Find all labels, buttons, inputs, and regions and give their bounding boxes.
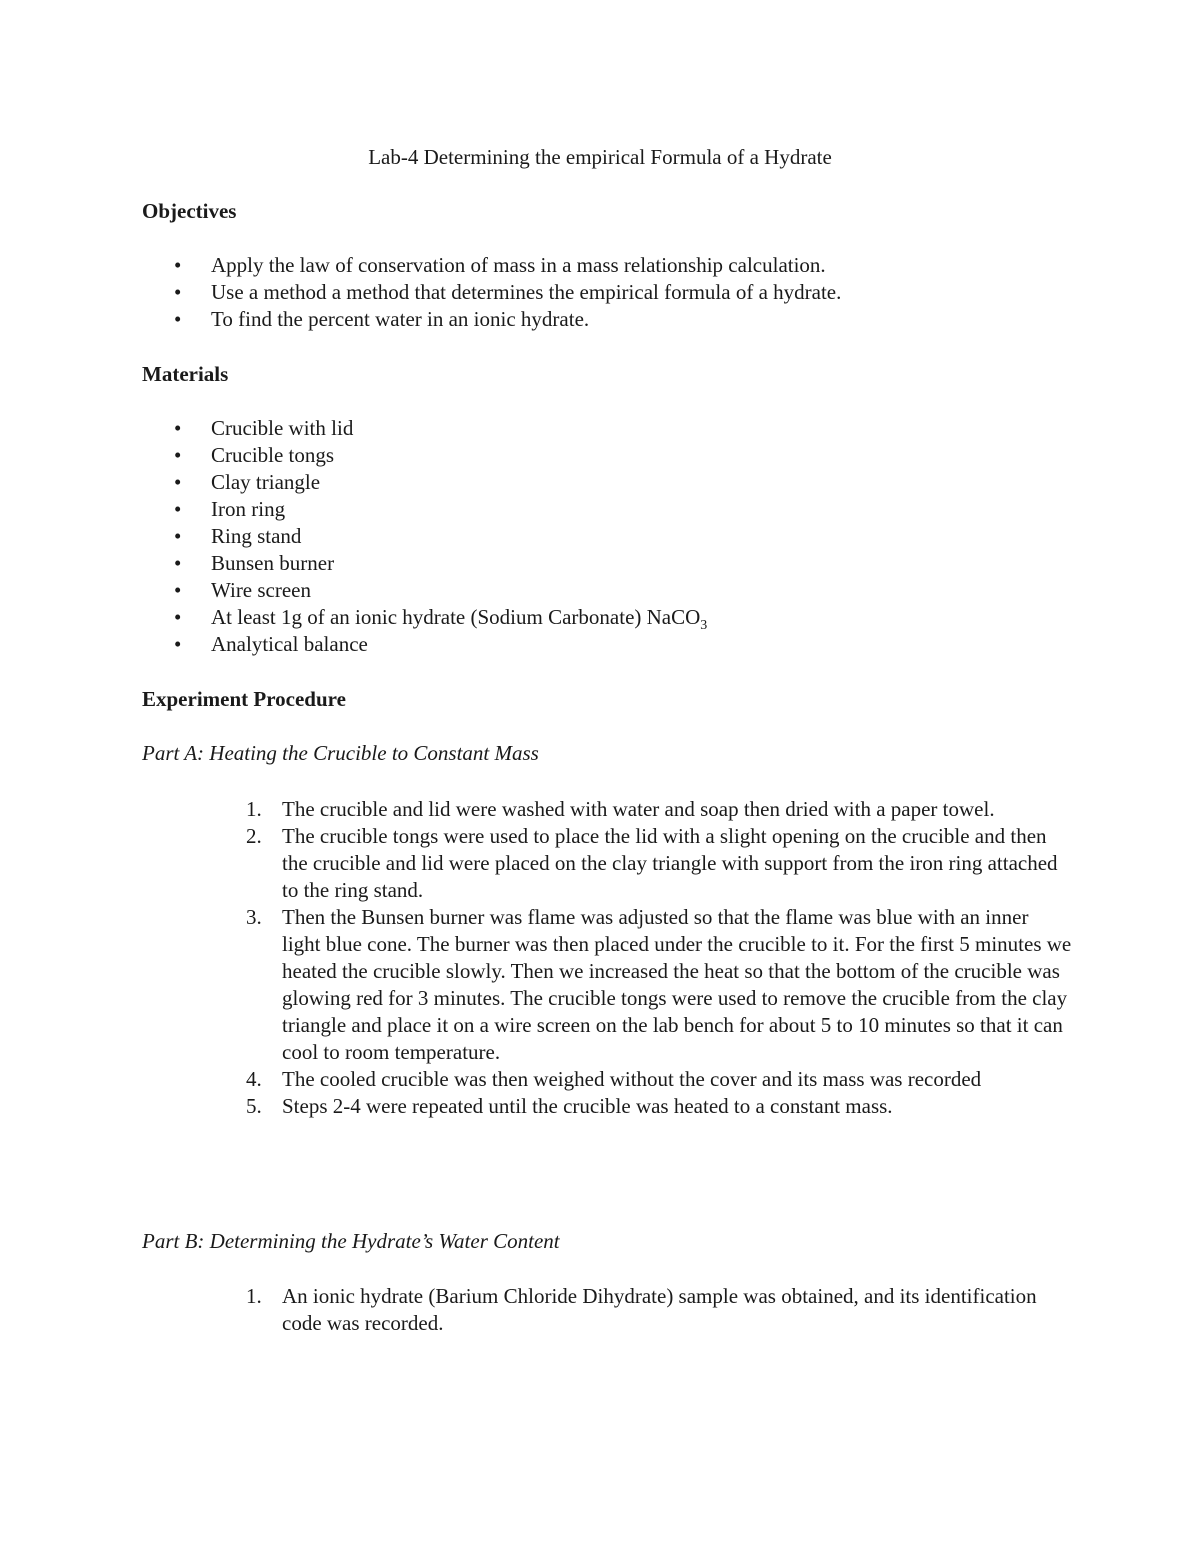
step-number: 5. bbox=[246, 1094, 262, 1118]
step-number: 3. bbox=[246, 905, 262, 929]
list-item bbox=[0, 823, 1072, 904]
step-text: The crucible and lid were washed with water and soap then dried with a paper towel. bbox=[282, 797, 995, 821]
bullet-icon: • bbox=[174, 497, 182, 521]
list-item: • Bunsen burner bbox=[174, 551, 335, 575]
list-item bbox=[0, 1093, 1072, 1120]
bullet-icon: • bbox=[174, 524, 182, 548]
step-text: An ionic hydrate (Barium Chloride Dihydrate) sample was obtained, and its identification code was recorded. bbox=[282, 1284, 1037, 1335]
bullet-icon: • bbox=[174, 632, 182, 656]
bullet-icon: • bbox=[174, 307, 182, 331]
bullet-icon: • bbox=[174, 443, 182, 467]
list-item: • Apply the law of conservation of mass in a mass relationship calculation. bbox=[174, 253, 826, 277]
bullet-icon: • bbox=[174, 578, 182, 602]
part-a-steps bbox=[0, 796, 1072, 1120]
bullet-icon: • bbox=[174, 605, 182, 629]
step-number: 4. bbox=[246, 1067, 262, 1091]
list-item: • Analytical balance bbox=[174, 632, 368, 656]
procedure-heading: Experiment Procedure bbox=[142, 687, 346, 711]
part-a-heading: Part A: Heating the Crucible to Constant Mass bbox=[142, 741, 539, 765]
step-number: 2. bbox=[246, 824, 262, 848]
list-item: • Use a method a method that determines the empirical formula of a hydrate. bbox=[174, 280, 842, 304]
list-item: • Wire screen bbox=[174, 578, 312, 602]
list-item: • Crucible tongs bbox=[174, 443, 335, 467]
objectives-heading: Objectives bbox=[142, 199, 237, 223]
bullet-icon: • bbox=[174, 416, 182, 440]
list-item bbox=[0, 904, 1072, 1066]
list-item: • Iron ring bbox=[174, 497, 286, 521]
bullet-icon: • bbox=[174, 551, 182, 575]
list-item: • Crucible with lid bbox=[174, 416, 354, 440]
part-b-heading: Part B: Determining the Hydrate’s Water Content bbox=[142, 1229, 560, 1253]
step-text: The cooled crucible was then weighed without the cover and its mass was recorded bbox=[282, 1067, 982, 1091]
list-item bbox=[0, 1066, 1072, 1093]
bullet-icon: • bbox=[174, 280, 182, 304]
list-item: • At least 1g of an ionic hydrate (Sodium Carbonate) NaCO$_3$ bbox=[174, 605, 708, 634]
step-text: Steps 2-4 were repeated until the crucible was heated to a constant mass. bbox=[282, 1094, 893, 1118]
list-item bbox=[0, 796, 1072, 823]
page-title: Lab-4 Determining the empirical Formula of a Hydrate bbox=[368, 145, 832, 169]
list-item: • Ring stand bbox=[174, 524, 302, 548]
bullet-icon: • bbox=[174, 253, 182, 277]
materials-heading: Materials bbox=[142, 362, 229, 386]
step-text: The crucible tongs were used to place the lid with a slight opening on the crucible and then the crucible and lid were placed on the clay triangle with support from the iron ring attached to the ring stand. bbox=[282, 824, 1058, 902]
materials-list bbox=[0, 415, 707, 658]
list-item: • Clay triangle bbox=[174, 470, 321, 494]
list-item bbox=[0, 1283, 1072, 1337]
step-text: Then the Bunsen burner was flame was adjusted so that the flame was blue with an inner light blue cone. The burner was then placed under the crucible to it. For the first 5 minutes we heated the crucible slowly. Then we increased the heat so that the bottom of the crucible was glowing red for 3 minutes. The crucible tongs were used to remove the crucible from the clay triangle and place it on a wire screen on the lab bench for about 5 to 10 minutes so that it can cool to room temperature. bbox=[282, 905, 1072, 1064]
list-item: • To find the percent water in an ionic hydrate. bbox=[174, 307, 590, 331]
step-number: 1. bbox=[246, 1284, 262, 1308]
step-number: 1. bbox=[246, 797, 262, 821]
subscript: 3 bbox=[700, 618, 708, 634]
objectives-list bbox=[0, 252, 841, 333]
part-b-steps bbox=[0, 1283, 1072, 1337]
bullet-icon: • bbox=[174, 470, 182, 494]
